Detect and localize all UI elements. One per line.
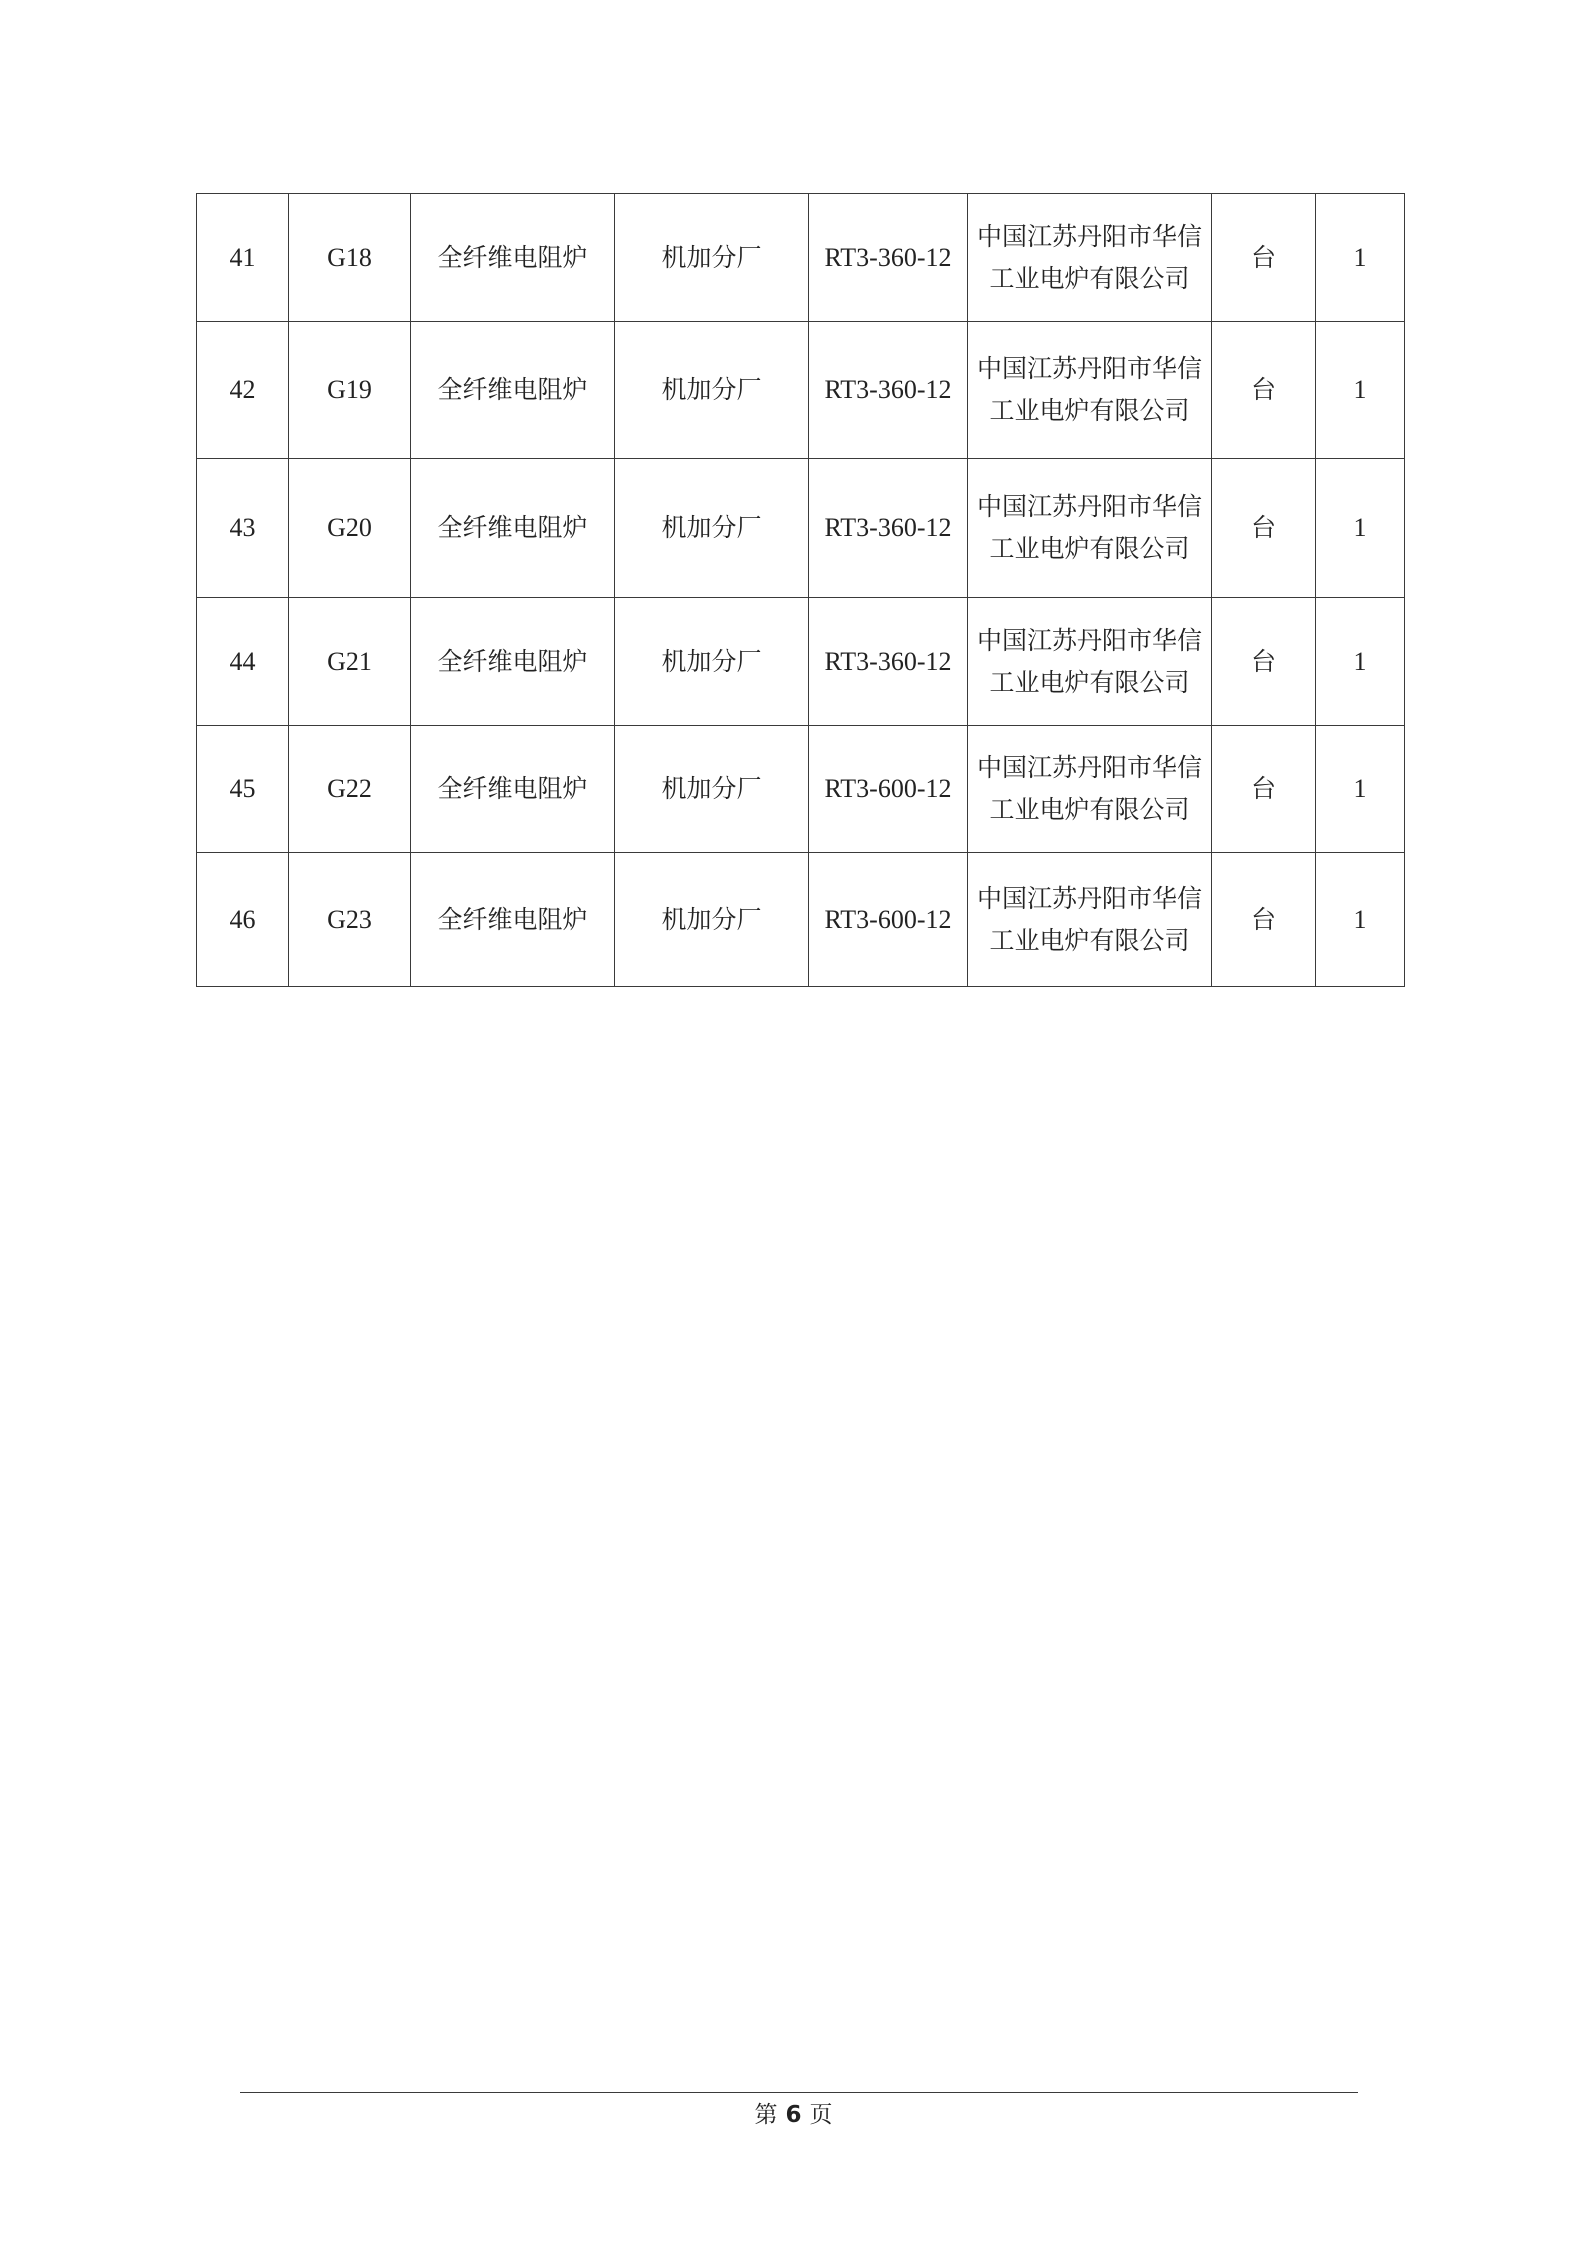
cell-text: RT3-360-12 — [824, 375, 952, 404]
cell-text: 中国江苏丹阳市华信工业电炉有限公司 — [976, 221, 1202, 293]
cell-text: G18 — [327, 242, 372, 272]
cell-text: 台 — [1250, 904, 1276, 934]
page-suffix: 页 — [809, 2102, 833, 2128]
cell-model — [809, 194, 968, 322]
cell-text: 机加分厂 — [661, 904, 762, 934]
cell-no — [197, 598, 289, 726]
cell-text: 全纤维电阻炉 — [437, 774, 588, 803]
cell-qty — [1316, 853, 1405, 987]
cell-maker — [968, 598, 1212, 726]
cell-text: 45 — [229, 774, 256, 803]
cell-dept — [615, 598, 809, 726]
cell-qty — [1316, 726, 1405, 853]
cell-text: 1 — [1353, 774, 1367, 803]
cell-text: G20 — [327, 513, 372, 542]
table-row — [197, 853, 1405, 987]
table-row — [197, 194, 1405, 322]
cell-qty — [1316, 322, 1405, 459]
cell-text: RT3-600-12 — [824, 904, 952, 934]
cell-code — [289, 726, 411, 853]
cell-text: 中国江苏丹阳市华信工业电炉有限公司 — [976, 753, 1202, 824]
cell-dept — [615, 726, 809, 853]
page-prefix: 第 — [754, 2102, 778, 2128]
cell-text: 中国江苏丹阳市华信工业电炉有限公司 — [976, 883, 1202, 955]
table-row — [197, 726, 1405, 853]
cell-text: G21 — [327, 646, 372, 676]
cell-text: 1 — [1353, 646, 1367, 676]
table-row — [197, 459, 1405, 598]
cell-unit — [1212, 598, 1316, 726]
cell-text: G19 — [327, 375, 372, 404]
cell-code — [289, 853, 411, 987]
footer-divider — [240, 2092, 1358, 2093]
cell-text: 全纤维电阻炉 — [437, 646, 588, 676]
cell-model — [809, 853, 968, 987]
cell-text: 中国江苏丹阳市华信工业电炉有限公司 — [976, 492, 1202, 563]
cell-code — [289, 194, 411, 322]
cell-text: 1 — [1353, 242, 1367, 272]
cell-code — [289, 322, 411, 459]
cell-maker — [968, 726, 1212, 853]
cell-text: 台 — [1250, 646, 1276, 676]
cell-text: 1 — [1353, 375, 1367, 404]
cell-dept — [615, 459, 809, 598]
cell-text: G22 — [327, 774, 372, 803]
cell-name — [411, 322, 615, 459]
cell-text: 44 — [229, 646, 256, 676]
cell-model — [809, 459, 968, 598]
cell-unit — [1212, 194, 1316, 322]
table-row — [197, 322, 1405, 459]
cell-code — [289, 459, 411, 598]
cell-text: 机加分厂 — [661, 513, 762, 542]
page-number: 6 — [785, 2102, 802, 2128]
cell-text: 42 — [229, 375, 256, 404]
cell-maker — [968, 459, 1212, 598]
cell-text: 41 — [229, 242, 256, 272]
cell-maker — [968, 322, 1212, 459]
cell-text: 台 — [1250, 242, 1276, 272]
cell-text: 机加分厂 — [661, 375, 762, 404]
cell-text: 机加分厂 — [661, 646, 762, 676]
cell-text: 台 — [1250, 375, 1276, 404]
cell-name — [411, 726, 615, 853]
cell-text: 1 — [1353, 513, 1367, 542]
cell-model — [809, 726, 968, 853]
cell-maker — [968, 853, 1212, 987]
cell-text: RT3-600-12 — [824, 774, 952, 803]
cell-text: 机加分厂 — [661, 774, 762, 803]
cell-text: 全纤维电阻炉 — [437, 513, 588, 542]
cell-unit — [1212, 853, 1316, 987]
cell-name — [411, 598, 615, 726]
cell-name — [411, 459, 615, 598]
cell-text: 43 — [229, 513, 256, 542]
cell-code — [289, 598, 411, 726]
cell-no — [197, 726, 289, 853]
table-row — [197, 598, 1405, 726]
cell-text: G23 — [327, 904, 372, 934]
cell-text: 全纤维电阻炉 — [437, 375, 588, 404]
cell-no — [197, 322, 289, 459]
cell-model — [809, 322, 968, 459]
cell-text: 1 — [1353, 904, 1367, 934]
cell-no — [197, 459, 289, 598]
equipment-table — [196, 193, 1405, 987]
cell-text: 机加分厂 — [661, 242, 762, 272]
cell-text: 台 — [1250, 513, 1276, 542]
cell-maker — [968, 194, 1212, 322]
cell-text: 全纤维电阻炉 — [437, 242, 588, 272]
cell-text: RT3-360-12 — [824, 242, 952, 272]
cell-qty — [1316, 459, 1405, 598]
cell-text: 台 — [1250, 774, 1276, 803]
table-body — [197, 194, 1405, 987]
cell-no — [197, 194, 289, 322]
cell-text: 中国江苏丹阳市华信工业电炉有限公司 — [976, 625, 1202, 697]
cell-unit — [1212, 726, 1316, 853]
cell-qty — [1316, 194, 1405, 322]
cell-dept — [615, 853, 809, 987]
cell-qty — [1316, 598, 1405, 726]
cell-text: 中国江苏丹阳市华信工业电炉有限公司 — [976, 354, 1202, 425]
cell-model — [809, 598, 968, 726]
cell-unit — [1212, 322, 1316, 459]
cell-dept — [615, 322, 809, 459]
cell-unit — [1212, 459, 1316, 598]
cell-text: 全纤维电阻炉 — [437, 904, 588, 934]
cell-text: 46 — [229, 904, 256, 934]
cell-no — [197, 853, 289, 987]
cell-text: RT3-360-12 — [824, 646, 952, 676]
cell-dept — [615, 194, 809, 322]
cell-text: RT3-360-12 — [824, 513, 952, 542]
cell-name — [411, 853, 615, 987]
cell-name — [411, 194, 615, 322]
page-footer — [0, 2100, 1587, 2130]
